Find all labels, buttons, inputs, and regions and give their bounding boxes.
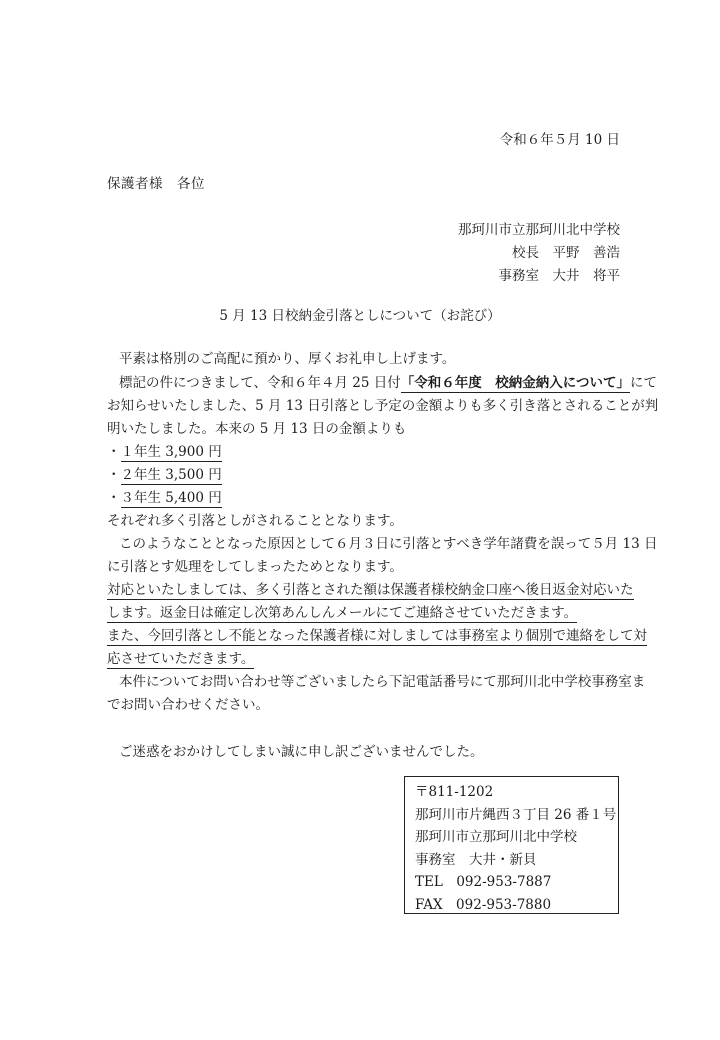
paragraph-line: このようなこととなった原因として６月３日に引落とすべき学年諸費を誤って５月 13 日 <box>119 536 658 552</box>
paragraph-text: 標記の件につきまして、令和６年４月 25 日付 <box>119 375 401 391</box>
contact-box <box>404 776 619 914</box>
contact-school: 那珂川市立那珂川北中学校 <box>415 829 577 845</box>
paragraph-text: にて <box>629 375 657 391</box>
notice-reference: 「令和６年度 校納金納入について」 <box>400 375 630 391</box>
paragraph-line: 明いたしました。本来の 5 月 13 日の金額よりも <box>107 421 407 437</box>
paragraph-line: 本件についてお問い合わせ等ございましたら下記電話番号にて那珂川北中学校事務室ま <box>119 674 646 690</box>
paragraph-line: でお問い合わせください。 <box>107 697 269 713</box>
contact-fax: FAX 092-953-7880 <box>415 896 552 913</box>
bullet-marker: ・ <box>107 490 121 506</box>
contact-postal: 〒811-1202 <box>415 784 494 800</box>
underlined-text: また、今回引落とし不能となった保護者様に対しましては事務室より個別で連絡をして対 <box>107 628 647 644</box>
paragraph-line <box>119 371 657 391</box>
underlined-text: します。返金日は確定し次第あんしんメールにてご連絡させていただきます。 <box>107 605 578 621</box>
bullet-text: ２年生 3,500 円 <box>120 467 222 483</box>
paragraph-line: それぞれ多く引落としがされることとなります。 <box>107 513 403 529</box>
paragraph-line <box>107 624 647 644</box>
bullet-marker: ・ <box>107 467 121 483</box>
bullet-text: １年生 3,900 円 <box>120 444 222 460</box>
bullet-text: ３年生 5,400 円 <box>120 490 222 506</box>
paragraph-line: お知らせいたしました、5 月 13 日引落とし予定の金額よりも多く引き落とされることが判 <box>107 398 659 414</box>
contact-tel: TEL 092-953-7887 <box>415 874 552 890</box>
bullet-item <box>107 486 222 506</box>
contact-address: 那珂川市片縄西３丁目 26 番１号 <box>415 806 617 823</box>
bullet-marker: ・ <box>107 444 121 460</box>
addressee: 保護者様 各位 <box>107 176 205 192</box>
sender-principal: 校長 平野 善浩 <box>512 245 620 261</box>
sender-school: 那珂川市立那珂川北中学校 <box>458 222 620 238</box>
apology-closing: ご迷惑をおかけしてしまい誠に申し訳ございませんでした。 <box>119 744 484 760</box>
sender-office: 事務室 大井 将平 <box>498 268 620 284</box>
paragraph-line: に引落とす処理をしてしまったためとなります。 <box>107 559 403 575</box>
paragraph-line <box>107 578 634 598</box>
underlined-text: 応させていただきます。 <box>107 651 255 667</box>
document-title: 5 月 13 日校納金引落としについて（お詫び） <box>219 308 501 324</box>
underlined-text: 対応といたしましては、多く引落とされた額は保護者様校納金口座へ後日返金対応いた <box>107 582 634 598</box>
paragraph-line <box>107 647 254 667</box>
document-date: 令和６年５月 10 日 <box>499 132 620 148</box>
contact-office: 事務室 大井・新貝 <box>415 851 537 868</box>
bullet-item <box>107 463 222 483</box>
bullet-item <box>107 440 222 460</box>
paragraph-line <box>107 601 577 621</box>
greeting-paragraph: 平素は格別のご高配に預かり、厚くお礼申し上げます。 <box>119 351 456 367</box>
